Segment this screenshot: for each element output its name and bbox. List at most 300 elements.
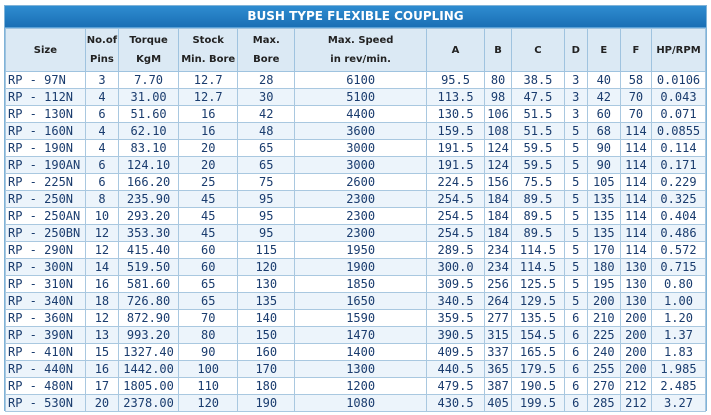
column-header-text: C bbox=[534, 44, 542, 56]
column-header bbox=[620, 29, 651, 72]
column-header bbox=[485, 29, 512, 72]
table-cell: 150 bbox=[238, 327, 295, 344]
table-cell: 337 bbox=[485, 344, 512, 361]
table-cell: 17 bbox=[85, 378, 118, 395]
table-cell: 110 bbox=[179, 378, 238, 395]
table-cell: 18 bbox=[85, 293, 118, 310]
table-cell: 100 bbox=[179, 361, 238, 378]
size-cell: RP - 530N bbox=[6, 395, 86, 412]
table-cell: 14 bbox=[85, 259, 118, 276]
table-cell: 130.5 bbox=[427, 106, 485, 123]
table-cell: 1.37 bbox=[651, 327, 705, 344]
table-cell: 235.90 bbox=[119, 191, 179, 208]
header-row bbox=[6, 29, 706, 72]
table-cell: 1650 bbox=[295, 293, 427, 310]
table-cell: 114.5 bbox=[512, 242, 565, 259]
table-cell: 89.5 bbox=[512, 208, 565, 225]
table-cell: 75 bbox=[238, 174, 295, 191]
table-cell: 51.5 bbox=[512, 106, 565, 123]
table-cell: 5 bbox=[564, 208, 587, 225]
table-cell: 180 bbox=[587, 259, 620, 276]
table-cell: 98 bbox=[485, 89, 512, 106]
size-cell: RP - 112N bbox=[6, 89, 86, 106]
table-row bbox=[6, 72, 706, 89]
table-cell: 2300 bbox=[295, 225, 427, 242]
table-cell: 6 bbox=[85, 157, 118, 174]
table-cell: 6 bbox=[564, 327, 587, 344]
column-header-text: in rev/min. bbox=[330, 54, 391, 65]
table-cell: 165.5 bbox=[512, 344, 565, 361]
table-cell: 200 bbox=[620, 310, 651, 327]
column-header bbox=[179, 29, 238, 72]
table-cell: 113.5 bbox=[427, 89, 485, 106]
table-cell: 135 bbox=[587, 208, 620, 225]
table-cell: 289.5 bbox=[427, 242, 485, 259]
table-cell: 6 bbox=[564, 378, 587, 395]
table-cell: 170 bbox=[238, 361, 295, 378]
table-cell: 4 bbox=[85, 140, 118, 157]
table-cell: 65 bbox=[238, 140, 295, 157]
table-cell: 0.715 bbox=[651, 259, 705, 276]
table-cell: 5 bbox=[564, 123, 587, 140]
table-cell: 5100 bbox=[295, 89, 427, 106]
table-cell: 1.83 bbox=[651, 344, 705, 361]
table-cell: 40 bbox=[587, 72, 620, 89]
coupling-spec-table bbox=[5, 28, 706, 412]
table-cell: 20 bbox=[85, 395, 118, 412]
size-cell: RP - 250N bbox=[6, 191, 86, 208]
size-cell: RP - 190AN bbox=[6, 157, 86, 174]
table-cell: 89.5 bbox=[512, 191, 565, 208]
table-cell: 5 bbox=[564, 225, 587, 242]
table-cell: 70 bbox=[620, 89, 651, 106]
table-cell: 234 bbox=[485, 259, 512, 276]
table-row bbox=[6, 361, 706, 378]
table-cell: 6 bbox=[564, 395, 587, 412]
table-cell: 90 bbox=[587, 140, 620, 157]
table-cell: 285 bbox=[587, 395, 620, 412]
table-cell: 210 bbox=[587, 310, 620, 327]
size-cell: RP - 97N bbox=[6, 72, 86, 89]
table-cell: 1.985 bbox=[651, 361, 705, 378]
table-cell: 114 bbox=[620, 123, 651, 140]
table-cell: 365 bbox=[485, 361, 512, 378]
table-row bbox=[6, 140, 706, 157]
table-cell: 120 bbox=[179, 395, 238, 412]
column-header-text: Stock bbox=[192, 35, 224, 46]
column-header-text: Max. bbox=[252, 35, 280, 46]
table-cell: 3.27 bbox=[651, 395, 705, 412]
table-cell: 0.486 bbox=[651, 225, 705, 242]
size-cell: RP - 390N bbox=[6, 327, 86, 344]
table-cell: 47.5 bbox=[512, 89, 565, 106]
table-cell: 130 bbox=[620, 276, 651, 293]
table-cell: 184 bbox=[485, 225, 512, 242]
table-cell: 479.5 bbox=[427, 378, 485, 395]
table-cell: 1950 bbox=[295, 242, 427, 259]
table-cell: 1400 bbox=[295, 344, 427, 361]
table-cell: 30 bbox=[238, 89, 295, 106]
table-cell: 170 bbox=[587, 242, 620, 259]
table-cell: 75.5 bbox=[512, 174, 565, 191]
table-cell: 0.80 bbox=[651, 276, 705, 293]
table-cell: 6100 bbox=[295, 72, 427, 89]
table-cell: 42 bbox=[238, 106, 295, 123]
table-row bbox=[6, 174, 706, 191]
table-cell: 1200 bbox=[295, 378, 427, 395]
table-cell: 2378.00 bbox=[119, 395, 179, 412]
column-header bbox=[651, 29, 705, 72]
column-header bbox=[295, 29, 427, 72]
table-cell: 224.5 bbox=[427, 174, 485, 191]
table-cell: 20 bbox=[179, 140, 238, 157]
size-cell: RP - 250BN bbox=[6, 225, 86, 242]
table-cell: 105 bbox=[587, 174, 620, 191]
table-cell: 16 bbox=[85, 276, 118, 293]
table-cell: 3 bbox=[564, 72, 587, 89]
table-cell: 12 bbox=[85, 225, 118, 242]
table-cell: 12.7 bbox=[179, 89, 238, 106]
table-cell: 45 bbox=[179, 208, 238, 225]
table-cell: 5 bbox=[564, 174, 587, 191]
table-cell: 125.5 bbox=[512, 276, 565, 293]
table-cell: 200 bbox=[620, 344, 651, 361]
table-cell: 254.5 bbox=[427, 191, 485, 208]
size-cell: RP - 250AN bbox=[6, 208, 86, 225]
column-header bbox=[564, 29, 587, 72]
table-cell: 156 bbox=[485, 174, 512, 191]
size-cell: RP - 300N bbox=[6, 259, 86, 276]
table-cell: 440.5 bbox=[427, 361, 485, 378]
table-cell: 5 bbox=[564, 242, 587, 259]
table-row bbox=[6, 191, 706, 208]
size-cell: RP - 360N bbox=[6, 310, 86, 327]
size-cell: RP - 310N bbox=[6, 276, 86, 293]
table-cell: 581.60 bbox=[119, 276, 179, 293]
table-cell: 70 bbox=[620, 106, 651, 123]
table-cell: 872.90 bbox=[119, 310, 179, 327]
table-cell: 5 bbox=[564, 259, 587, 276]
table-cell: 130 bbox=[620, 259, 651, 276]
table-cell: 405 bbox=[485, 395, 512, 412]
table-cell: 135 bbox=[238, 293, 295, 310]
table-row bbox=[6, 259, 706, 276]
table-cell: 2300 bbox=[295, 191, 427, 208]
column-header bbox=[427, 29, 485, 72]
table-cell: 5 bbox=[564, 293, 587, 310]
table-cell: 90 bbox=[179, 344, 238, 361]
table-cell: 51.60 bbox=[119, 106, 179, 123]
table-cell: 114 bbox=[620, 140, 651, 157]
table-cell: 6 bbox=[564, 344, 587, 361]
table-cell: 124.10 bbox=[119, 157, 179, 174]
column-header-text: Bore bbox=[253, 54, 280, 65]
table-cell: 83.10 bbox=[119, 140, 179, 157]
table-cell: 8 bbox=[85, 191, 118, 208]
table-cell: 184 bbox=[485, 208, 512, 225]
size-cell: RP - 190N bbox=[6, 140, 86, 157]
column-header-text: Pins bbox=[90, 54, 114, 65]
table-cell: 315 bbox=[485, 327, 512, 344]
column-header-text: B bbox=[494, 44, 502, 56]
table-cell: 256 bbox=[485, 276, 512, 293]
table-cell: 120 bbox=[238, 259, 295, 276]
size-cell: RP - 160N bbox=[6, 123, 86, 140]
table-cell: 31.00 bbox=[119, 89, 179, 106]
table-row bbox=[6, 123, 706, 140]
table-cell: 114 bbox=[620, 208, 651, 225]
table-cell: 1.20 bbox=[651, 310, 705, 327]
table-cell: 191.5 bbox=[427, 157, 485, 174]
table-cell: 3600 bbox=[295, 123, 427, 140]
table-cell: 0.043 bbox=[651, 89, 705, 106]
table-cell: 25 bbox=[179, 174, 238, 191]
table-cell: 1590 bbox=[295, 310, 427, 327]
table-cell: 726.80 bbox=[119, 293, 179, 310]
table-title: BUSH TYPE FLEXIBLE COUPLING bbox=[5, 6, 706, 28]
table-cell: 16 bbox=[179, 106, 238, 123]
table-cell: 7.70 bbox=[119, 72, 179, 89]
table-cell: 140 bbox=[238, 310, 295, 327]
table-cell: 108 bbox=[485, 123, 512, 140]
table-cell: 179.5 bbox=[512, 361, 565, 378]
table-row bbox=[6, 157, 706, 174]
table-cell: 115 bbox=[238, 242, 295, 259]
column-header-text: D bbox=[571, 44, 580, 56]
column-header-text: E bbox=[600, 44, 608, 56]
table-cell: 184 bbox=[485, 191, 512, 208]
table-row bbox=[6, 378, 706, 395]
table-cell: 212 bbox=[620, 378, 651, 395]
size-cell: RP - 340N bbox=[6, 293, 86, 310]
table-cell: 1805.00 bbox=[119, 378, 179, 395]
table-cell: 65 bbox=[238, 157, 295, 174]
table-cell: 38.5 bbox=[512, 72, 565, 89]
table-cell: 1080 bbox=[295, 395, 427, 412]
table-cell: 240 bbox=[587, 344, 620, 361]
table-cell: 390.5 bbox=[427, 327, 485, 344]
table-cell: 15 bbox=[85, 344, 118, 361]
table-cell: 254.5 bbox=[427, 208, 485, 225]
table-cell: 234 bbox=[485, 242, 512, 259]
table-cell: 519.50 bbox=[119, 259, 179, 276]
table-cell: 993.20 bbox=[119, 327, 179, 344]
column-header bbox=[238, 29, 295, 72]
table-row bbox=[6, 276, 706, 293]
column-header bbox=[512, 29, 565, 72]
table-cell: 28 bbox=[238, 72, 295, 89]
table-cell: 190.5 bbox=[512, 378, 565, 395]
table-cell: 2600 bbox=[295, 174, 427, 191]
table-cell: 6 bbox=[85, 106, 118, 123]
table-cell: 5 bbox=[564, 191, 587, 208]
table-cell: 70 bbox=[179, 310, 238, 327]
table-cell: 13 bbox=[85, 327, 118, 344]
table-cell: 114 bbox=[620, 242, 651, 259]
table-cell: 5 bbox=[564, 276, 587, 293]
table-cell: 42 bbox=[587, 89, 620, 106]
size-cell: RP - 440N bbox=[6, 361, 86, 378]
table-cell: 1470 bbox=[295, 327, 427, 344]
table-cell: 0.404 bbox=[651, 208, 705, 225]
table-cell: 68 bbox=[587, 123, 620, 140]
table-cell: 199.5 bbox=[512, 395, 565, 412]
table-cell: 60 bbox=[587, 106, 620, 123]
table-cell: 3 bbox=[564, 89, 587, 106]
table-cell: 166.20 bbox=[119, 174, 179, 191]
table-cell: 340.5 bbox=[427, 293, 485, 310]
table-cell: 160 bbox=[238, 344, 295, 361]
table-cell: 80 bbox=[485, 72, 512, 89]
table-cell: 95 bbox=[238, 191, 295, 208]
table-cell: 1900 bbox=[295, 259, 427, 276]
size-cell: RP - 480N bbox=[6, 378, 86, 395]
table-cell: 415.40 bbox=[119, 242, 179, 259]
table-cell: 16 bbox=[85, 361, 118, 378]
table-cell: 135 bbox=[587, 225, 620, 242]
table-cell: 0.572 bbox=[651, 242, 705, 259]
table-cell: 212 bbox=[620, 395, 651, 412]
table-cell: 135.5 bbox=[512, 310, 565, 327]
table-cell: 0.114 bbox=[651, 140, 705, 157]
table-cell: 6 bbox=[564, 310, 587, 327]
table-body bbox=[6, 72, 706, 412]
table-cell: 114 bbox=[620, 174, 651, 191]
table-cell: 409.5 bbox=[427, 344, 485, 361]
table-cell: 1850 bbox=[295, 276, 427, 293]
table-cell: 1327.40 bbox=[119, 344, 179, 361]
table-cell: 114.5 bbox=[512, 259, 565, 276]
table-cell: 264 bbox=[485, 293, 512, 310]
table-cell: 293.20 bbox=[119, 208, 179, 225]
column-header-text: Min. Bore bbox=[181, 54, 236, 65]
table-cell: 51.5 bbox=[512, 123, 565, 140]
table-cell: 255 bbox=[587, 361, 620, 378]
size-cell: RP - 225N bbox=[6, 174, 86, 191]
size-cell: RP - 290N bbox=[6, 242, 86, 259]
table-cell: 190 bbox=[238, 395, 295, 412]
table-cell: 277 bbox=[485, 310, 512, 327]
table-cell: 180 bbox=[238, 378, 295, 395]
table-cell: 1.00 bbox=[651, 293, 705, 310]
table-cell: 129.5 bbox=[512, 293, 565, 310]
table-cell: 359.5 bbox=[427, 310, 485, 327]
table-cell: 225 bbox=[587, 327, 620, 344]
table-cell: 124 bbox=[485, 140, 512, 157]
table-cell: 20 bbox=[179, 157, 238, 174]
table-cell: 353.30 bbox=[119, 225, 179, 242]
table-cell: 45 bbox=[179, 191, 238, 208]
column-header-text: No.of bbox=[86, 35, 118, 46]
table-cell: 0.229 bbox=[651, 174, 705, 191]
table-cell: 195 bbox=[587, 276, 620, 293]
table-cell: 114 bbox=[620, 225, 651, 242]
table-cell: 59.5 bbox=[512, 157, 565, 174]
column-header bbox=[85, 29, 118, 72]
column-header-text: Size bbox=[33, 44, 58, 56]
table-cell: 114 bbox=[620, 191, 651, 208]
table-row bbox=[6, 395, 706, 412]
table-cell: 106 bbox=[485, 106, 512, 123]
table-cell: 95 bbox=[238, 225, 295, 242]
table-cell: 124 bbox=[485, 157, 512, 174]
table-cell: 430.5 bbox=[427, 395, 485, 412]
coupling-spec-panel bbox=[4, 5, 707, 411]
table-cell: 130 bbox=[238, 276, 295, 293]
table-cell: 2300 bbox=[295, 208, 427, 225]
table-row bbox=[6, 225, 706, 242]
table-cell: 80 bbox=[179, 327, 238, 344]
table-cell: 60 bbox=[179, 259, 238, 276]
table-row bbox=[6, 242, 706, 259]
table-row bbox=[6, 293, 706, 310]
table-cell: 65 bbox=[179, 293, 238, 310]
table-cell: 60 bbox=[179, 242, 238, 259]
table-cell: 4400 bbox=[295, 106, 427, 123]
table-cell: 90 bbox=[587, 157, 620, 174]
column-header bbox=[587, 29, 620, 72]
table-cell: 1442.00 bbox=[119, 361, 179, 378]
column-header-text: F bbox=[632, 44, 640, 56]
table-cell: 0.0106 bbox=[651, 72, 705, 89]
table-cell: 3000 bbox=[295, 157, 427, 174]
table-cell: 12.7 bbox=[179, 72, 238, 89]
table-cell: 114 bbox=[620, 157, 651, 174]
table-cell: 1300 bbox=[295, 361, 427, 378]
table-cell: 95 bbox=[238, 208, 295, 225]
table-cell: 3 bbox=[85, 72, 118, 89]
size-cell: RP - 410N bbox=[6, 344, 86, 361]
table-cell: 12 bbox=[85, 242, 118, 259]
table-cell: 95.5 bbox=[427, 72, 485, 89]
table-cell: 5 bbox=[564, 157, 587, 174]
table-row bbox=[6, 208, 706, 225]
table-row bbox=[6, 310, 706, 327]
table-cell: 2.485 bbox=[651, 378, 705, 395]
table-cell: 10 bbox=[85, 208, 118, 225]
table-cell: 0.071 bbox=[651, 106, 705, 123]
column-header bbox=[6, 29, 86, 72]
table-cell: 387 bbox=[485, 378, 512, 395]
column-header-text: KgM bbox=[136, 54, 162, 65]
table-row bbox=[6, 344, 706, 361]
table-cell: 270 bbox=[587, 378, 620, 395]
table-cell: 12 bbox=[85, 310, 118, 327]
table-cell: 65 bbox=[179, 276, 238, 293]
table-cell: 159.5 bbox=[427, 123, 485, 140]
table-cell: 89.5 bbox=[512, 225, 565, 242]
table-cell: 0.325 bbox=[651, 191, 705, 208]
table-cell: 4 bbox=[85, 123, 118, 140]
table-cell: 45 bbox=[179, 225, 238, 242]
table-cell: 4 bbox=[85, 89, 118, 106]
table-cell: 58 bbox=[620, 72, 651, 89]
column-header-text: HP/RPM bbox=[656, 44, 701, 56]
table-row bbox=[6, 106, 706, 123]
table-cell: 48 bbox=[238, 123, 295, 140]
table-cell: 300.0 bbox=[427, 259, 485, 276]
column-header bbox=[119, 29, 179, 72]
table-cell: 3000 bbox=[295, 140, 427, 157]
table-cell: 200 bbox=[587, 293, 620, 310]
table-cell: 135 bbox=[587, 191, 620, 208]
size-cell: RP - 130N bbox=[6, 106, 86, 123]
column-header-text: Torque bbox=[129, 35, 168, 46]
table-cell: 130 bbox=[620, 293, 651, 310]
table-cell: 6 bbox=[564, 361, 587, 378]
table-cell: 3 bbox=[564, 106, 587, 123]
table-cell: 6 bbox=[85, 174, 118, 191]
